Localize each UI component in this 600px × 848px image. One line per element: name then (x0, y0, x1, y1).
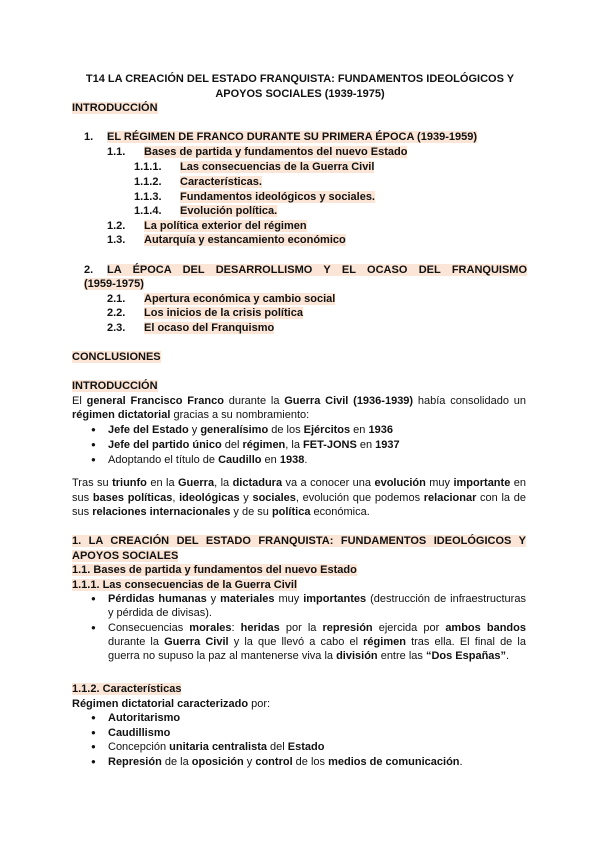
characteristic-bullet-2: ● Caudillismo (108, 726, 170, 740)
document-title-line-1: T14 LA CREACIÓN DEL ESTADO FRANQUISTA: FUNDAMENTOS IDEOLÓGICOS Y (85, 73, 515, 85)
toc-s1-1-2: Características. (180, 176, 262, 188)
toc-s2-2-num: 2.2. (107, 307, 126, 319)
toc-s2-2: Los inicios de la crisis política (144, 307, 303, 319)
intro-paragraph-1-line-1: El general Francisco Franco durante la Guerra Civil (1936-1939) había consolidado un (72, 395, 526, 407)
toc-s2-years: (1959-1975) (84, 278, 144, 290)
toc-s2-1-num: 2.1. (107, 293, 126, 305)
toc-s2-1: Apertura económica y cambio social (144, 293, 336, 305)
toc-s1-1-1: Las consecuencias de la Guerra Civil (180, 161, 375, 173)
characteristic-bullet-4: ● Represión de la oposición y control de los medios de comunicación. (108, 755, 463, 769)
toc-s1-1-num: 1.1. (107, 146, 126, 158)
toc-s1: EL RÉGIMEN DE FRANCO DURANTE SU PRIMERA ÉPOCA (1939-1959) (107, 131, 477, 143)
section-1-1-heading: 1.1. Bases de partida y fundamentos del nuevo Estado (72, 564, 357, 576)
toc-s1-1-3: Fundamentos ideológicos y sociales. (180, 191, 375, 203)
intro-bullet-1: ● Jefe del Estado y generalísimo de los Ejércitos en 1936 (108, 423, 393, 437)
intro-paragraph-2-line-1: Tras su triunfo en la Guerra, la dictadura va a conocer una evolución muy importante en (72, 477, 526, 489)
consequence-bullet-1: ● Pérdidas humanas y materiales muy importantes (destrucción de infraestructuras y pérdida de divisas). (108, 592, 526, 620)
toc-introduction: INTRODUCCIÓN (72, 102, 158, 114)
characteristic-bullet-3: ● Concepción unitaria centralista del Estado (108, 740, 324, 754)
toc-s2: LA ÉPOCA DEL DESARROLLISMO Y EL OCASO DEL FRANQUISMO (107, 264, 527, 276)
section-1-heading-line-2: APOYOS SOCIALES (72, 550, 179, 562)
toc-s1-2: La política exterior del régimen (144, 220, 307, 232)
intro-bullet-3: ● Adoptando el título de Caudillo en 1938. (108, 453, 307, 467)
intro-bullet-2: ● Jefe del partido único del régimen, la FET-JONS en 1937 (108, 438, 400, 452)
toc-s1-1-2-num: 1.1.2. (134, 176, 162, 188)
consequence-bullet-2: ● Consecuencias morales: heridas por la represión ejercida por ambos bandos durante la Guerra Civil y la que llevó a cabo el régimen tras ella. El final de la guerra no supuso la paz al mantenerse viva la división entre las “Dos Españas”. (108, 621, 526, 663)
intro-paragraph-2-line-2: sus bases políticas, ideológicas y sociales, evolución que podemos relacionar con la de (72, 492, 526, 504)
toc-s1-num: 1. (84, 131, 94, 143)
section-1-1-2-heading: 1.1.2. Características (72, 683, 182, 695)
toc-s1-1-4: Evolución política. (180, 205, 278, 217)
toc-s1-1: Bases de partida y fundamentos del nuevo Estado (144, 146, 408, 158)
toc-s1-2-num: 1.2. (107, 220, 126, 232)
toc-s1-1-1-num: 1.1.1. (134, 161, 162, 173)
characteristics-intro: Régimen dictatorial caracterizado por: (72, 698, 271, 710)
toc-s1-1-3-num: 1.1.3. (134, 191, 162, 203)
document-title-line-2: APOYOS SOCIALES (1939-1975) (215, 88, 385, 100)
section-1-heading-line-1: 1. LA CREACIÓN DEL ESTADO FRANQUISTA: FUNDAMENTOS IDEOLÓGICOS Y (72, 535, 526, 547)
toc-s2-3-num: 2.3. (107, 322, 126, 334)
toc-s2-3: El ocaso del Franquismo (144, 322, 275, 334)
intro-paragraph-1-line-2: régimen dictatorial gracias a su nombramiento: (72, 409, 310, 421)
intro-paragraph-2-line-3: sus relaciones internacionales y de su política económica. (72, 506, 370, 518)
toc-conclusions: CONCLUSIONES (72, 351, 161, 363)
toc-s1-3: Autarquía y estancamiento económico (144, 234, 346, 246)
toc-s1-1-4-num: 1.1.4. (134, 205, 162, 217)
intro-heading: INTRODUCCIÓN (72, 380, 158, 392)
toc-s2-num: 2. (84, 264, 94, 276)
toc-s1-3-num: 1.3. (107, 234, 126, 246)
section-1-1-1-heading: 1.1.1. Las consecuencias de la Guerra Civil (72, 579, 298, 591)
characteristic-bullet-1: ● Autoritarismo (108, 711, 180, 725)
